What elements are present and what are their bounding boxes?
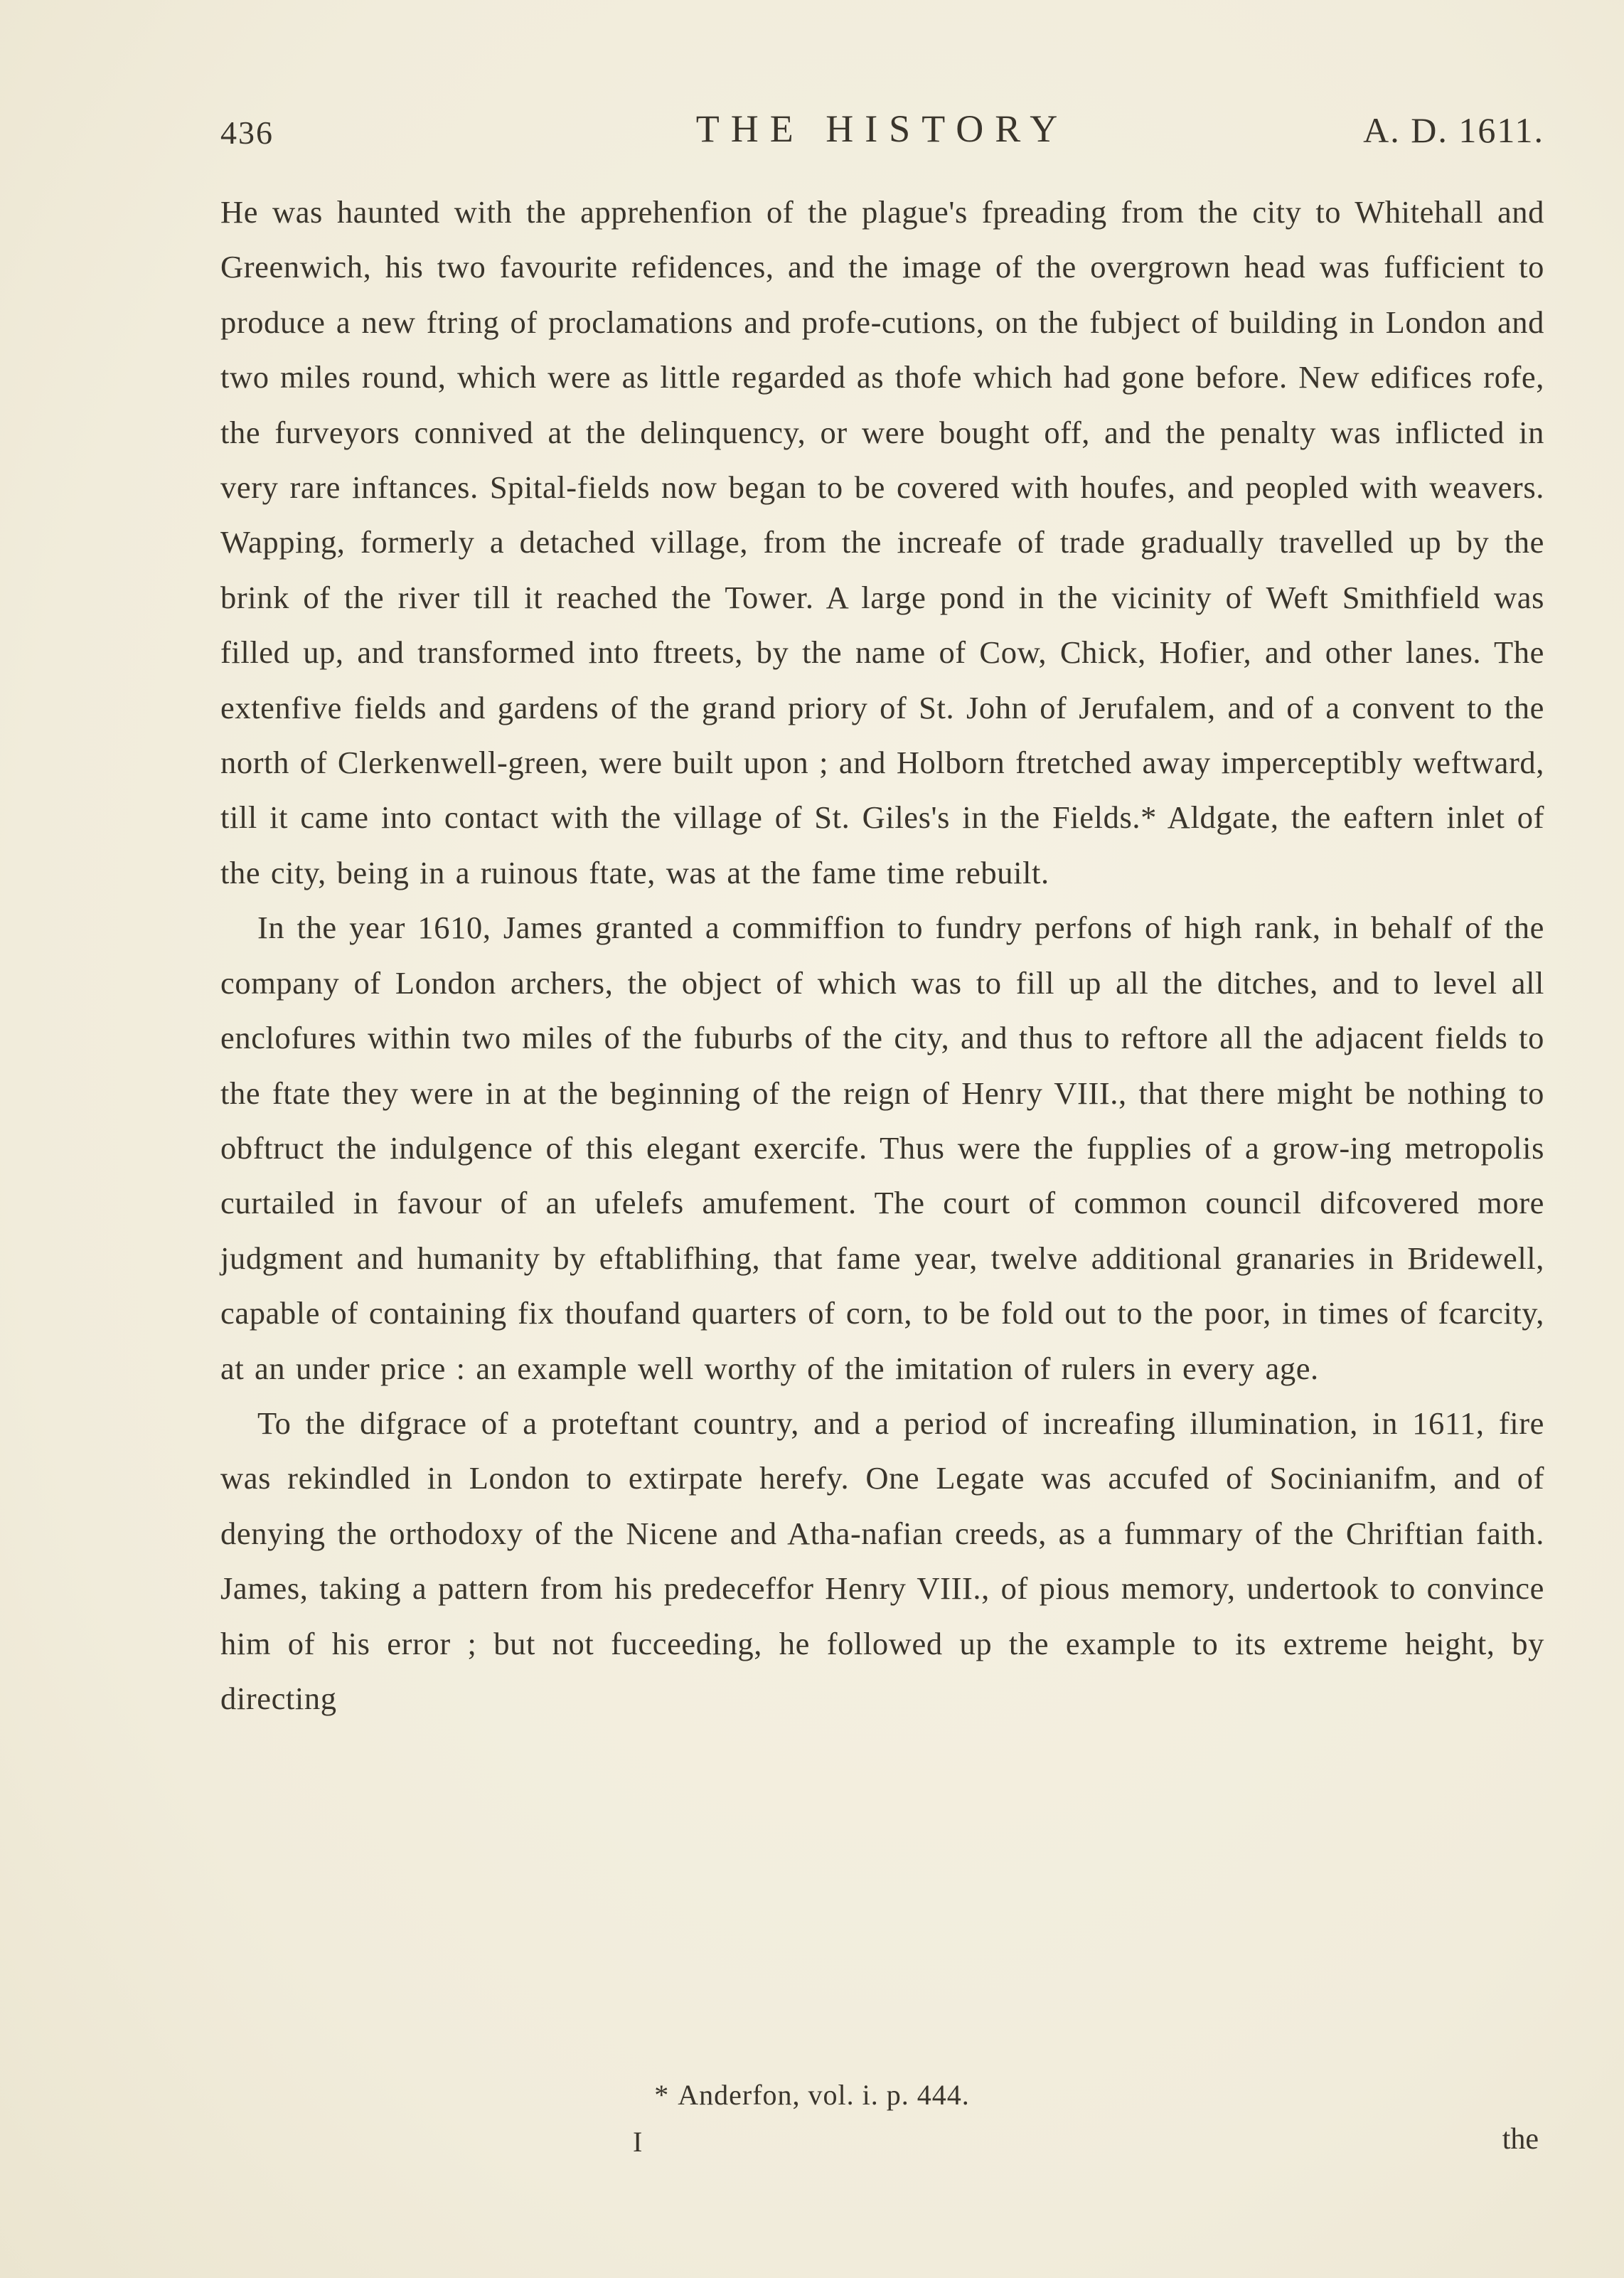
page-number: 436 [220,115,274,151]
body-text [220,185,1544,1726]
signature-mark: I [633,2126,643,2158]
footnote-text: Anderfon, vol. i. p. 444. [678,2079,970,2111]
paragraph-1: He was haunted with the apprehenfion of the plague's fpreading from the city to Whitehall and Greenwich, his two favourite refidences, and the image of the overgrown head was fufficient to produce a new ftring of proclamations and profe-cutions, on the fubject of building in London and two miles round, which were as little regarded as thofe which had gone before. New edifices rofe, the furveyors connived at the delinquency, or were bought off, and the penalty was inflicted in very rare inftances. Spital-fields now began to be covered with houfes, and peopled with weavers. Wapping, formerly a detached village, from the increafe of trade gradually travelled up by the brink of the river till it reached the Tower. A large pond in the vicinity of Weft Smithfield was filled up, and transformed into ftreets, by the name of Cow, Chick, Hofier, and other lanes. The extenfive fields and gardens of the grand priory of St. John of Jerufalem, and of a convent to the north of Clerkenwell-green, were built upon ; and Holborn ftretched away imperceptibly weftward, till it came into contact with the village of St. Giles's in the Fields.* Aldgate, the eaftern inlet of the city, being in a ruinous ftate, was at the fame time rebuilt. [220,194,1544,890]
paragraph-2: In the year 1610, James granted a commiffion to fundry perfons of high rank, in behalf of the company of London archers, the object of which was to fill up all the ditches, and to level all enclofures within two miles of the fuburbs of the city, and thus to reftore all the adjacent fields to the ftate they were in at the beginning of the reign of Henry VIII., that there might be nothing to obftruct the indulgence of this elegant exercife. Thus were the fupplies of a grow-ing metropolis curtailed in favour of an ufelefs amufement. The court of common council difcovered more judgment and humanity by eftablifhing, that fame year, twelve additional granaries in Bridewell, capable of containing fix thoufand quarters of corn, to be fold out to the poor, in times of fcarcity, at an under price : an example well worthy of the imitation of rulers in every age. [220,910,1544,1386]
catchword: the [1502,2123,1539,2156]
footnote [0,2078,1624,2112]
running-title: THE HISTORY [695,107,1069,150]
date-label: A. D. 1611. [1363,110,1544,150]
paragraph-3: To the difgrace of a proteftant country, and a period of increafing illumination, in 1611, fire was rekindled in London to extirpate herefy. One Legate was accufed of Socinianifm, and of denying the orthodoxy of the Nicene and Atha-nafian creeds, as a fummary of the Chriftian faith. James, taking a pattern from his predeceffor Henry VIII., of pious memory, undertook to convince him of his error ; but not fucceeding, he followed up the example to its extreme height, by directing [220,1405,1544,1716]
page-header [220,107,1544,164]
footnote-marker: * [654,2079,670,2111]
